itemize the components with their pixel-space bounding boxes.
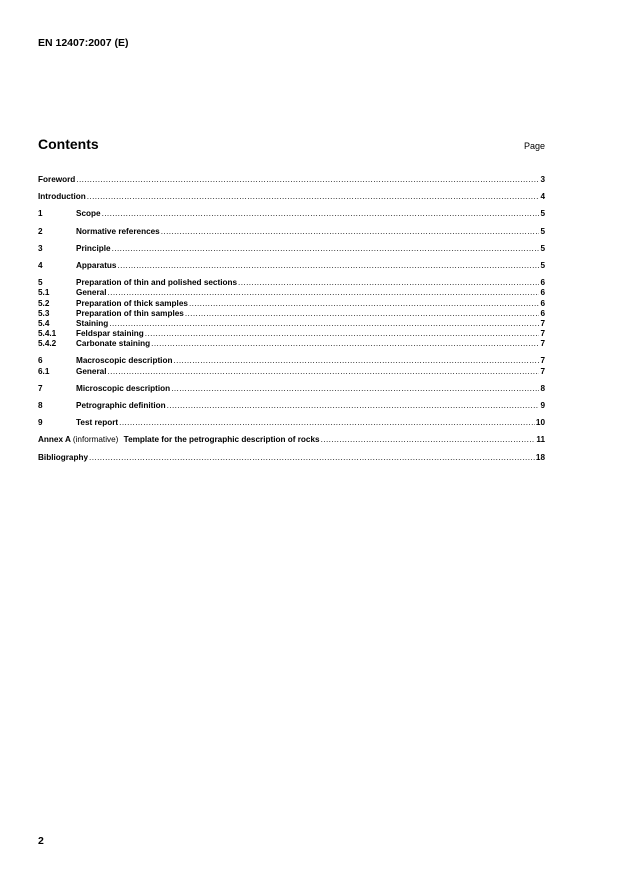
toc-page: 7 — [540, 356, 545, 366]
page-column-label: Page — [523, 141, 545, 151]
toc-number: 5.4.2 — [38, 339, 57, 349]
toc-page: 6 — [540, 308, 545, 318]
toc-page: 4 — [540, 192, 545, 202]
toc-entry-principle[interactable] — [38, 244, 545, 254]
toc-number: 7 — [38, 383, 43, 393]
toc-title: Introduction — [38, 192, 86, 202]
toc-entry-foreword[interactable] — [38, 175, 545, 185]
toc-title: Feldspar staining — [76, 329, 144, 339]
toc-title: Microscopic description — [76, 383, 171, 393]
toc-entry-preparation-sections[interactable] — [38, 278, 545, 288]
toc-number: 4 — [38, 260, 43, 270]
toc-page: 5 — [540, 260, 545, 270]
toc-entry-introduction[interactable] — [38, 192, 545, 202]
toc-page: 10 — [535, 418, 545, 428]
toc-title: Carbonate staining — [76, 339, 151, 349]
toc-number: 1 — [38, 209, 43, 219]
toc-title: Foreword — [38, 175, 76, 184]
toc-number: 9 — [38, 418, 43, 428]
toc-entry-scope[interactable] — [38, 209, 545, 219]
contents-title: Contents — [38, 136, 99, 152]
toc-title: Macroscopic description — [76, 356, 173, 366]
toc-title: Test report — [76, 418, 119, 428]
toc-entry-bibliography[interactable] — [38, 453, 545, 463]
toc-entry-microscopic-description[interactable] — [38, 384, 545, 394]
toc-page: 7 — [540, 366, 545, 376]
toc-number: 8 — [38, 401, 43, 410]
toc-page: 6 — [540, 278, 545, 288]
toc-entry-macroscopic-description[interactable] — [38, 356, 545, 366]
annex-title: Template for the petrographic description of rocks — [123, 435, 320, 445]
table-of-contents — [38, 175, 545, 463]
toc-page: 8 — [540, 383, 545, 393]
toc-entry-thin-samples[interactable] — [38, 309, 545, 319]
toc-entry-6-1-general[interactable] — [38, 367, 545, 377]
toc-page: 6 — [540, 288, 545, 298]
toc-number: 6.1 — [38, 366, 50, 376]
toc-number: 2 — [38, 226, 43, 236]
annex-label: Annex A — [38, 435, 71, 445]
toc-page: 5 — [540, 226, 545, 236]
toc-entry-test-report[interactable] — [38, 418, 545, 428]
toc-entry-thick-samples[interactable] — [38, 299, 545, 309]
toc-number: 5.1 — [38, 288, 50, 298]
toc-page: 7 — [540, 329, 545, 339]
toc-number: 5.3 — [38, 308, 50, 318]
toc-title: General — [76, 366, 107, 376]
toc-page: 11 — [536, 435, 545, 445]
toc-title: Preparation of thin and polished sections — [76, 278, 238, 288]
toc-entry-staining[interactable] — [38, 319, 545, 329]
toc-title: Principle — [76, 243, 111, 253]
toc-entry-5-1-general[interactable] — [38, 288, 545, 298]
toc-number: 6 — [38, 356, 43, 366]
toc-number: 5.2 — [38, 298, 50, 308]
toc-entry-carbonate-staining[interactable] — [38, 339, 545, 349]
toc-number: 5 — [38, 278, 43, 288]
toc-entry-annex-a[interactable] — [38, 435, 545, 445]
toc-page: 3 — [540, 175, 545, 184]
toc-title: Preparation of thin samples — [76, 308, 184, 318]
toc-number: 5.4 — [38, 318, 50, 328]
page-number: 2 — [38, 835, 44, 847]
toc-page: 5 — [540, 243, 545, 253]
toc-title: General — [76, 288, 107, 298]
toc-number: 3 — [38, 243, 43, 253]
toc-page: 6 — [540, 298, 545, 308]
toc-page: 7 — [540, 339, 545, 349]
toc-entry-feldspar-staining[interactable] — [38, 329, 545, 339]
toc-title: Scope — [76, 209, 101, 219]
toc-title: Preparation of thick samples — [76, 298, 188, 308]
toc-number: 5.4.1 — [38, 329, 57, 339]
toc-entry-normative-references[interactable] — [38, 227, 545, 237]
toc-title: Staining — [76, 318, 109, 328]
toc-page: 9 — [540, 401, 545, 410]
toc-title: Bibliography — [38, 452, 89, 462]
toc-title: Petrographic definition — [76, 401, 166, 410]
toc-page: 5 — [540, 209, 545, 219]
toc-entry-apparatus[interactable] — [38, 261, 545, 271]
toc-title — [38, 435, 320, 445]
toc-page: 18 — [535, 452, 545, 462]
document-id: EN 12407:2007 (E) — [38, 37, 129, 49]
toc-title: Apparatus — [76, 260, 117, 270]
toc-entry-petrographic-definition[interactable] — [38, 401, 545, 411]
annex-qualifier: (informative) — [72, 435, 119, 445]
toc-title: Normative references — [76, 226, 160, 236]
toc-page: 7 — [540, 318, 545, 328]
